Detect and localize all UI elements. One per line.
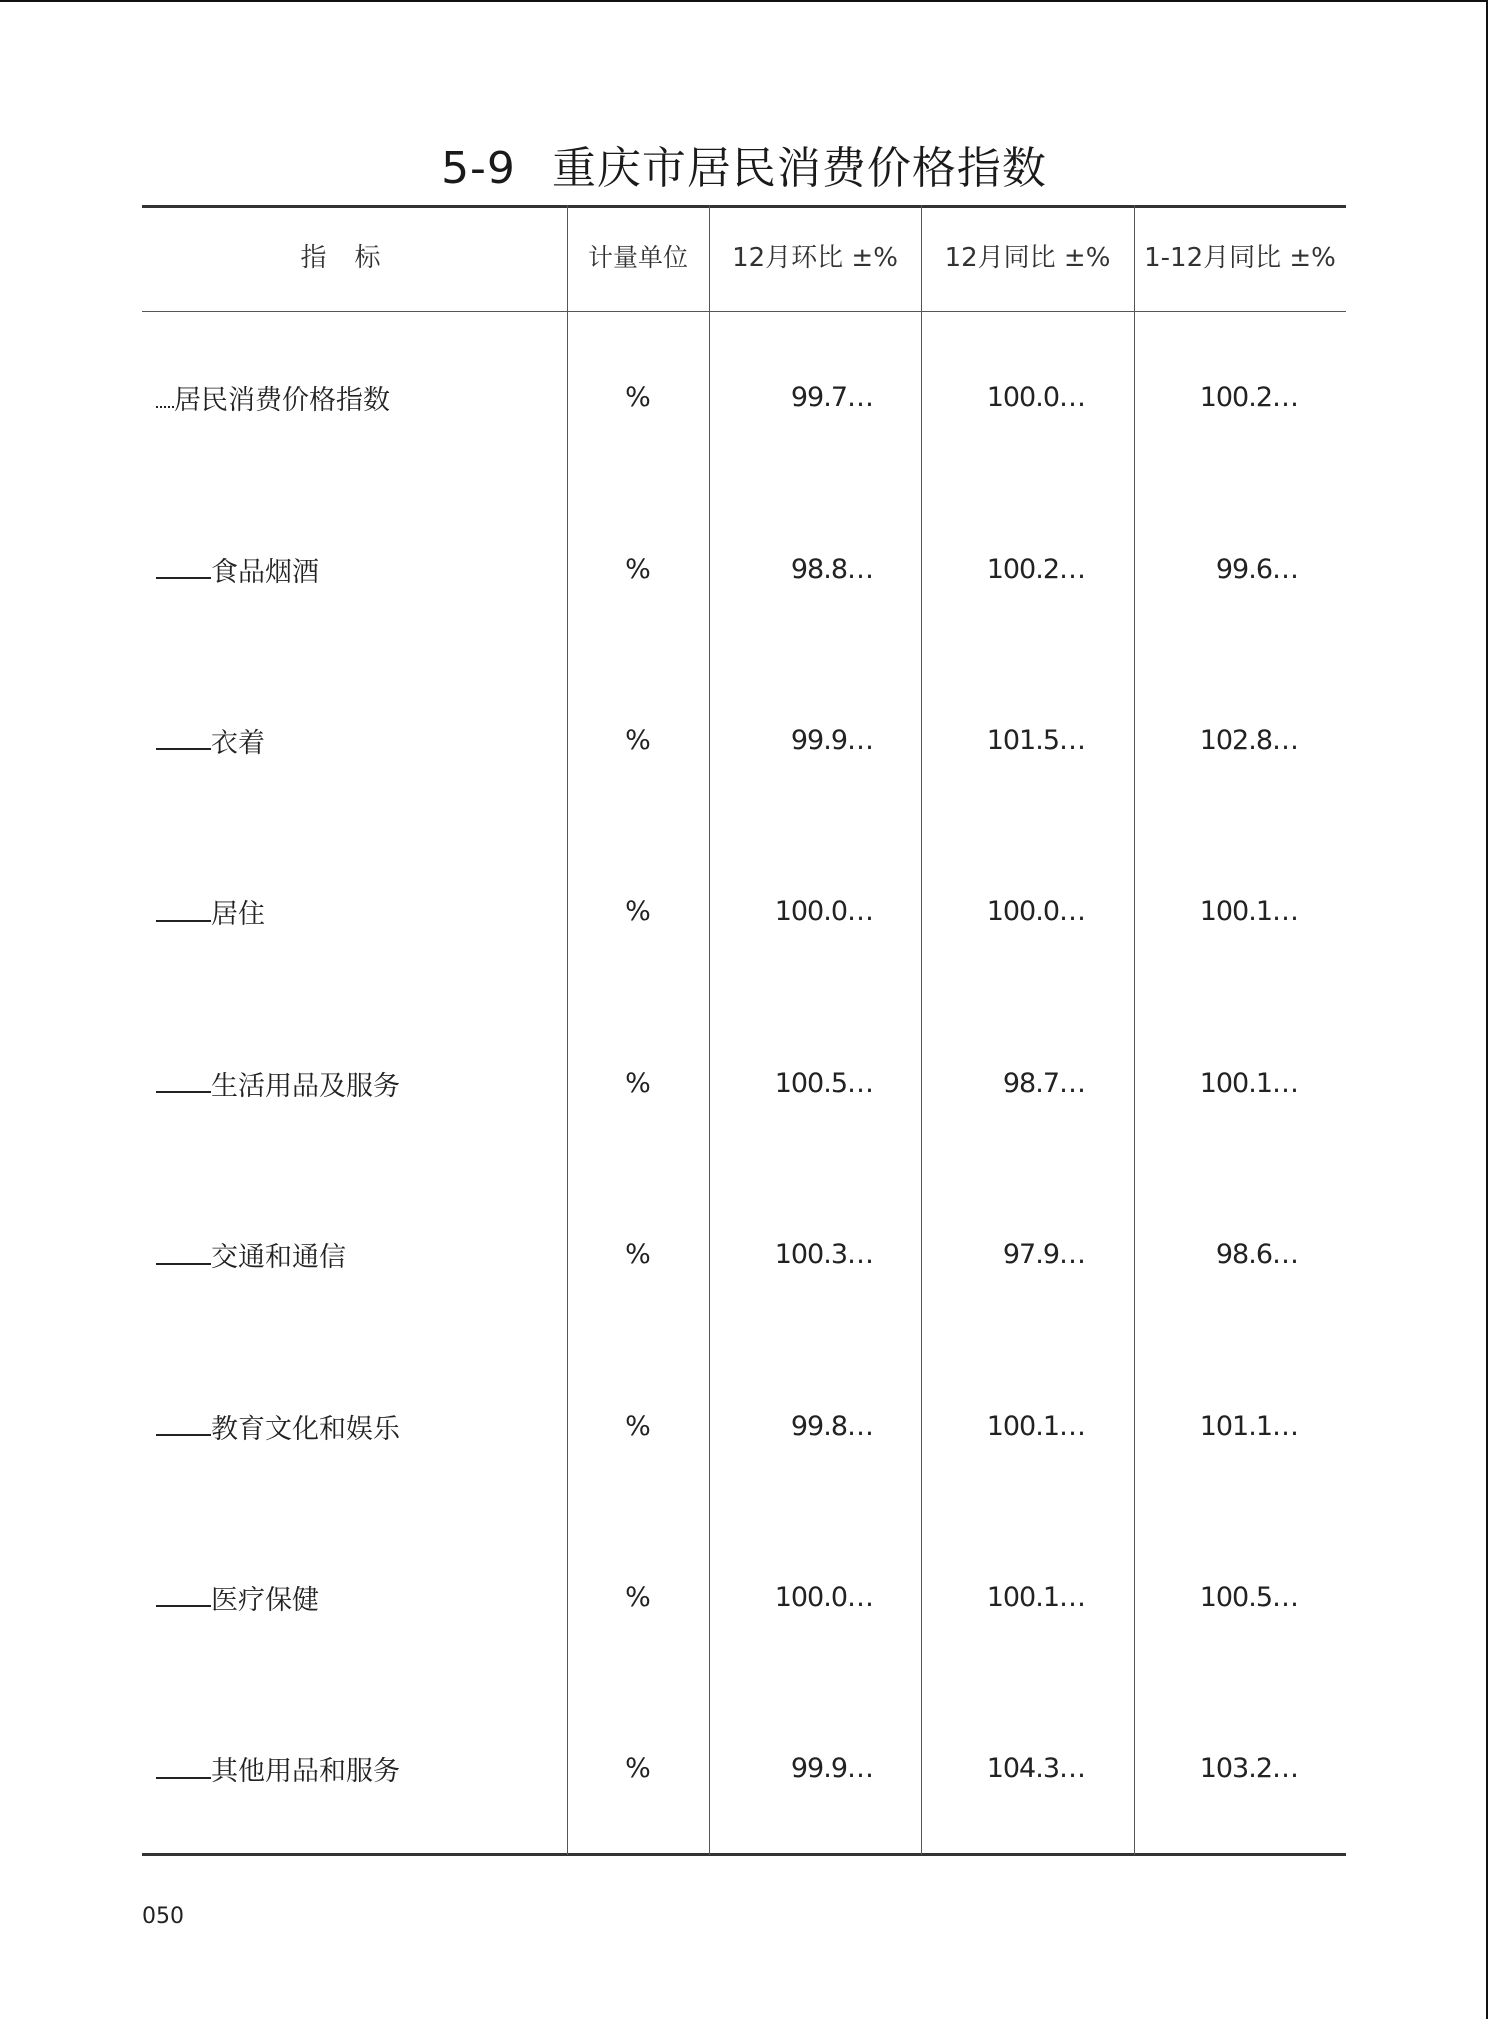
dec-mom-cell: 99.9…	[790, 1753, 873, 1785]
leader-dots	[156, 1424, 211, 1436]
dec-yoy-cell: 100.1…	[986, 1581, 1085, 1613]
leader-dots	[156, 567, 211, 579]
unit-cell: %	[625, 1410, 651, 1442]
jan-dec-yoy-cell: 98.6…	[1215, 1239, 1298, 1271]
dec-yoy-cell: 101.5…	[986, 724, 1085, 756]
dec-mom-cell: 99.8…	[790, 1410, 873, 1442]
dec-mom-cell: 100.3…	[774, 1239, 873, 1271]
table-title: 重庆市居民消费价格指数	[551, 143, 1047, 194]
header-dec-yoy: 12月同比 ±%	[944, 243, 1111, 273]
indicator-cell	[156, 1683, 566, 1854]
leader-dots	[156, 1767, 211, 1779]
table-number: 5-9	[441, 143, 516, 194]
jan-dec-yoy-cell: 99.6…	[1215, 553, 1298, 585]
jan-dec-yoy-cell: 103.2…	[1199, 1753, 1298, 1785]
table-body	[142, 312, 1346, 1855]
unit-cell: %	[625, 1581, 651, 1613]
dec-yoy-cell: 98.7…	[1002, 1067, 1085, 1099]
dec-yoy-cell: 97.9…	[1002, 1239, 1085, 1271]
unit-cell: %	[625, 724, 651, 756]
indicator-label: 食品烟酒	[211, 556, 319, 588]
table-row	[142, 312, 1346, 483]
leader-dots	[156, 738, 211, 750]
dec-yoy-cell: 100.0…	[986, 896, 1085, 928]
indicator-cell	[156, 826, 566, 997]
leader-dots	[156, 1081, 211, 1093]
indicator-cell	[156, 312, 566, 483]
table-row	[142, 1340, 1346, 1511]
leader-dots	[156, 910, 211, 922]
page-border-top	[0, 0, 1488, 2]
indicator-label: 居住	[211, 899, 265, 931]
dec-yoy-cell: 100.2…	[986, 553, 1085, 585]
jan-dec-yoy-cell: 100.2…	[1199, 382, 1298, 414]
table-row	[142, 483, 1346, 654]
dec-mom-cell: 98.8…	[790, 553, 873, 585]
indicator-label: 生活用品及服务	[211, 1070, 400, 1102]
dec-mom-cell: 99.7…	[790, 382, 873, 414]
leader-dots	[156, 1253, 211, 1265]
table-row	[142, 998, 1346, 1169]
page-number: 050	[142, 1904, 184, 1929]
page-title	[0, 132, 1488, 196]
jan-dec-yoy-cell: 101.1…	[1199, 1410, 1298, 1442]
leader-dots	[156, 396, 174, 408]
table-header-row	[142, 205, 1346, 311]
header-dec-mom: 12月环比 ±%	[732, 243, 898, 273]
indicator-cell	[156, 998, 566, 1169]
table-row	[142, 1169, 1346, 1340]
unit-cell: %	[625, 896, 651, 928]
jan-dec-yoy-cell: 100.5…	[1199, 1581, 1298, 1613]
dec-mom-cell: 100.0…	[774, 1581, 873, 1613]
indicator-label: 教育文化和娱乐	[211, 1413, 400, 1445]
indicator-cell	[156, 483, 566, 654]
indicator-label: 交通和通信	[211, 1242, 346, 1274]
unit-cell: %	[625, 1239, 651, 1271]
dec-yoy-cell: 100.0…	[986, 382, 1085, 414]
table-row	[142, 1512, 1346, 1683]
unit-cell: %	[625, 1067, 651, 1099]
dec-mom-cell: 99.9…	[790, 724, 873, 756]
dec-yoy-cell: 100.1…	[986, 1410, 1085, 1442]
dec-mom-cell: 100.0…	[774, 896, 873, 928]
indicator-cell	[156, 1340, 566, 1511]
jan-dec-yoy-cell: 102.8…	[1199, 724, 1298, 756]
indicator-label: 居民消费价格指数	[174, 385, 390, 417]
header-indicator: 指标	[300, 243, 409, 273]
header-jan-dec-yoy: 1-12月同比 ±%	[1144, 243, 1336, 273]
unit-cell: %	[625, 1753, 651, 1785]
jan-dec-yoy-cell: 100.1…	[1199, 896, 1298, 928]
unit-cell: %	[625, 553, 651, 585]
table-row	[142, 1683, 1346, 1854]
unit-cell: %	[625, 382, 651, 414]
indicator-label: 衣着	[211, 727, 265, 759]
table-row	[142, 826, 1346, 997]
indicator-label: 医疗保健	[211, 1584, 319, 1616]
indicator-label: 其他用品和服务	[211, 1756, 400, 1788]
dec-yoy-cell: 104.3…	[986, 1753, 1085, 1785]
cpi-table	[142, 205, 1346, 1857]
jan-dec-yoy-cell: 100.1…	[1199, 1067, 1298, 1099]
leader-dots	[156, 1595, 211, 1607]
indicator-cell	[156, 1512, 566, 1683]
indicator-cell	[156, 655, 566, 826]
table-row	[142, 655, 1346, 826]
header-unit: 计量单位	[587, 243, 688, 272]
indicator-cell	[156, 1169, 566, 1340]
dec-mom-cell: 100.5…	[774, 1067, 873, 1099]
